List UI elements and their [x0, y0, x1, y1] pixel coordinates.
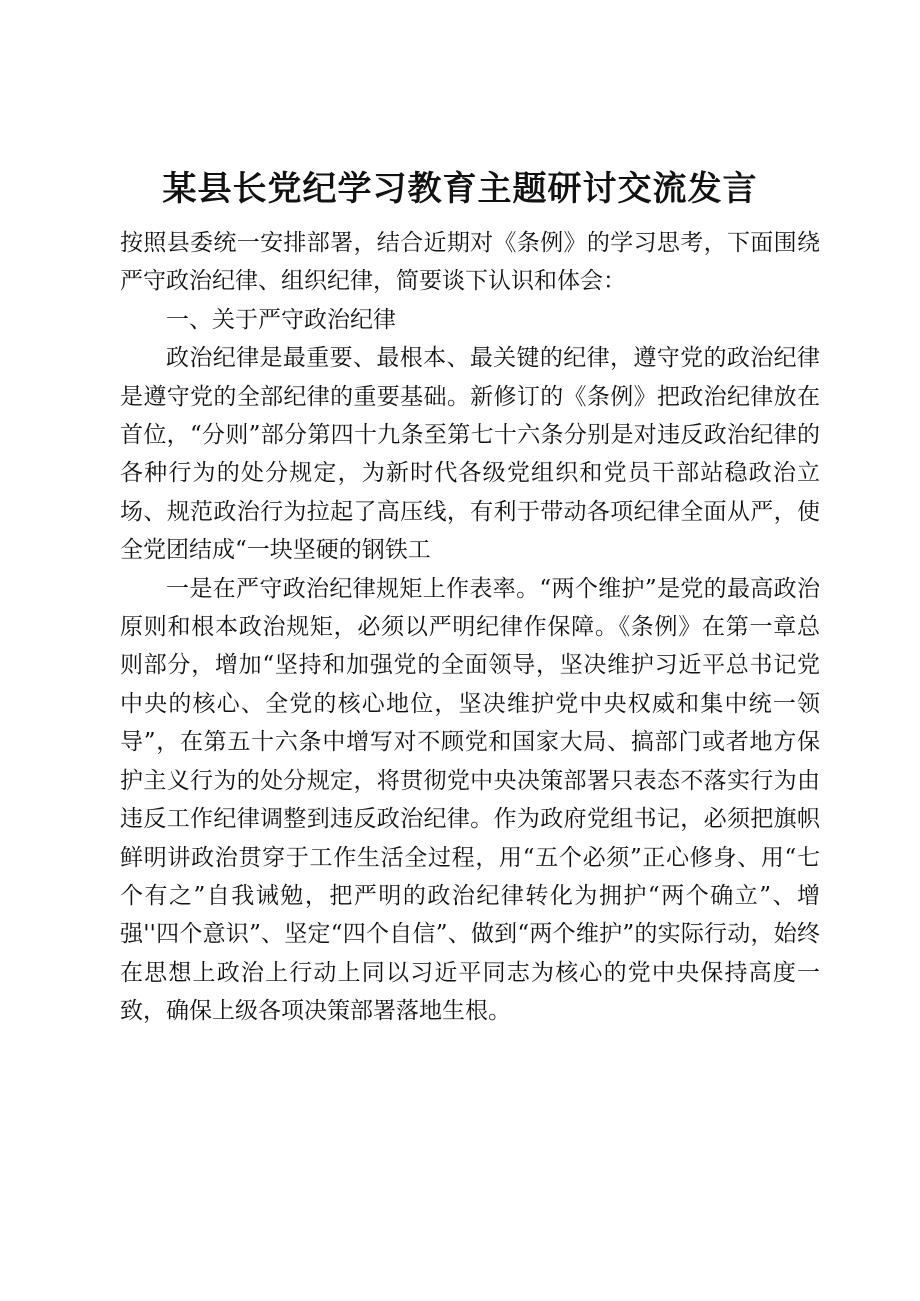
document-title: 某县长党纪学习教育主题研讨交流发言 — [162, 169, 758, 209]
body-paragraph: 政治纪律是最重要、最根本、最关键的纪律，遵守党的政治纪律是遵守党的全部纪律的重要基础。新修订的《条例》把政治纪律放在首位，“分则”部分第四十九条至第七十六条分别是对违反政治纪律的各种行为的处分规定，为新时代各级党组织和党员干部站稳政治立场、规范政治行为拉起了高压线，有利于带动各项纪律全面从严，使全党团结成“一块坚硬的钢铁工 — [120, 345, 820, 564]
section-heading: 一、关于严守政治纪律 — [166, 306, 396, 333]
document-body — [120, 224, 820, 1031]
intro-paragraph: 按照县委统一安排部署，结合近期对《条例》的学习思考，下面围绕严守政治纪律、组织纪律，简要谈下认识和体会： — [120, 230, 820, 295]
body-paragraph: 一是在严守政治纪律规矩上作表率。“两个维护”是党的最高政治原则和根本政治规矩，必须以严明纪律作保障。《条例》在第一章总则部分，增加“坚持和加强党的全面领导，坚决维护习近平总书记党中央的核心、全党的核心地位，坚决维护党中央权威和集中统一领导”，在第五十六条中增写对不顾党和国家大局、搞部门或者地方保护主义行为的处分规定，将贯彻党中央决策部署只表态不落实行为由违反工作纪律调整到违反政治纪律。作为政府党组书记，必须把旗帜鲜明讲政治贯穿于工作生活全过程，用“五个必须”正心修身、用“七个有之”自我诫勉，把严明的政治纪律转化为拥护“两个确立”、增强''四个意识”、坚定“四个自信”、做到“两个维护”的实际行动，始终在思想上政治上行动上同以习近平同志为核心的党中央保持高度一致，确保上级各项决策部署落地生根。 — [120, 575, 820, 1025]
